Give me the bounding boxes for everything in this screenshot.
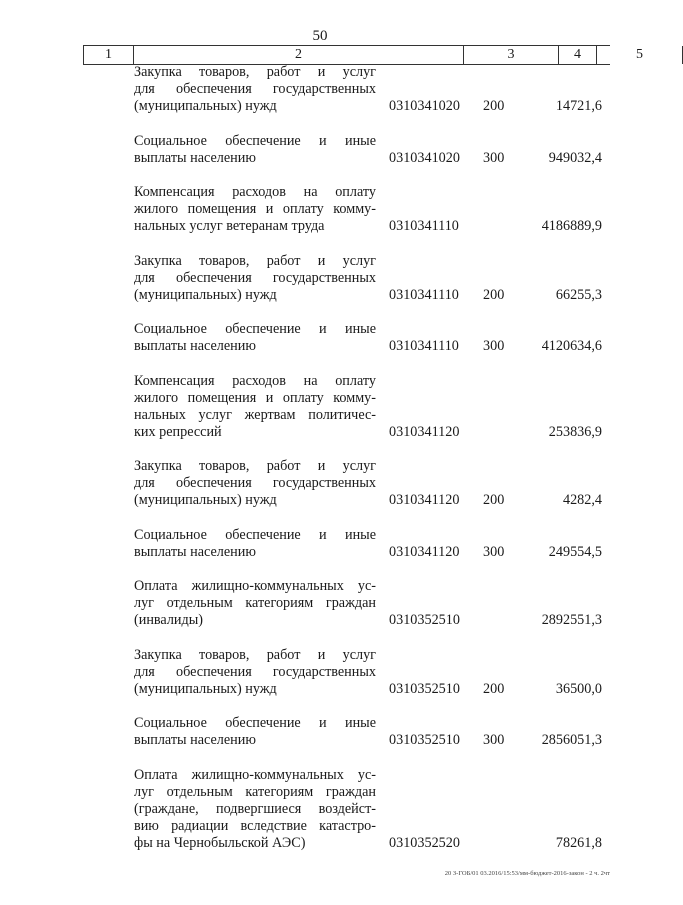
description-line: Социальное обеспечение и иные bbox=[134, 526, 376, 543]
row-code: 0310341120 bbox=[389, 423, 460, 440]
table-row bbox=[0, 321, 640, 355]
description-line: Компенсация расходов на оплату bbox=[134, 372, 376, 389]
row-amount: 249554,5 bbox=[548, 543, 602, 560]
description-line: (муниципальных) нужд bbox=[134, 98, 277, 114]
row-code: 0310341020 bbox=[389, 149, 460, 166]
row-amount: 4186889,9 bbox=[541, 218, 602, 234]
description-line: (муниципальных) нужд bbox=[134, 286, 277, 303]
description-line: Социальное обеспечение и иные bbox=[134, 132, 376, 149]
row-group: 200 bbox=[483, 98, 505, 114]
description-line: (инвалиды) bbox=[134, 612, 203, 628]
description-line: Социальное обеспечение и иные bbox=[134, 321, 376, 337]
row-code: 0310352520 bbox=[389, 834, 460, 851]
row-amount: 2892551,3 bbox=[541, 612, 602, 628]
row-amount: 949032,4 bbox=[548, 149, 602, 166]
footer-stamp: 20 З-ГОБ/01 03.2016/15:53/мм-бюджет-2016-закон - 2 ч. 2чт bbox=[444, 870, 610, 877]
description-line: для обеспечения государственных bbox=[134, 475, 376, 491]
row-amount: 36500,0 bbox=[555, 680, 602, 697]
row-description bbox=[134, 321, 376, 355]
description-line: для обеспечения государственных bbox=[134, 81, 376, 97]
table-row bbox=[0, 64, 640, 115]
description-line: Закупка товаров, работ и услуг bbox=[134, 458, 376, 474]
row-code: 0310341110 bbox=[389, 218, 459, 234]
row-description bbox=[134, 64, 376, 115]
header-col-1: 1 bbox=[84, 46, 134, 64]
header-col-5: 5 bbox=[597, 46, 683, 64]
header-col-2: 2 bbox=[134, 46, 464, 64]
row-group: 300 bbox=[483, 338, 505, 354]
description-line: ких репрессий bbox=[134, 423, 222, 440]
description-line: Закупка товаров, работ и услуг bbox=[134, 64, 376, 80]
row-code: 0310352510 bbox=[389, 612, 460, 628]
table-row bbox=[0, 253, 640, 304]
description-line: луг отдельным категориям граждан bbox=[134, 595, 376, 611]
table-header bbox=[83, 45, 643, 65]
row-amount: 4120634,6 bbox=[541, 338, 602, 354]
table-row bbox=[0, 715, 640, 749]
header-col-3: 3 bbox=[464, 46, 559, 64]
description-line: нальных услуг жертвам политичес- bbox=[134, 406, 376, 423]
row-group: 200 bbox=[483, 680, 505, 697]
row-description bbox=[134, 253, 376, 304]
description-line: Закупка товаров, работ и услуг bbox=[134, 646, 376, 663]
row-description bbox=[134, 133, 376, 167]
table-row bbox=[0, 767, 640, 852]
table-row bbox=[0, 527, 640, 561]
description-line: Социальное обеспечение и иные bbox=[134, 715, 376, 731]
row-description bbox=[134, 715, 376, 749]
description-line: Оплата жилищно-коммунальных ус- bbox=[134, 766, 376, 783]
row-amount: 78261,8 bbox=[555, 834, 602, 851]
row-code: 0310341110 bbox=[389, 338, 459, 354]
table-row bbox=[0, 184, 640, 235]
row-description bbox=[134, 184, 376, 235]
description-line: выплаты населению bbox=[134, 149, 256, 166]
table-row bbox=[0, 458, 640, 509]
row-group: 200 bbox=[483, 492, 505, 508]
table-row bbox=[0, 373, 640, 441]
description-line: вию радиации вследствие катастро- bbox=[134, 817, 376, 834]
description-line: выплаты населению bbox=[134, 732, 256, 748]
description-line: Закупка товаров, работ и услуг bbox=[134, 252, 376, 269]
row-group: 200 bbox=[483, 286, 505, 303]
description-line: (муниципальных) нужд bbox=[134, 492, 277, 508]
row-amount: 14721,6 bbox=[555, 98, 602, 114]
row-code: 0310341120 bbox=[389, 543, 460, 560]
row-code: 0310352510 bbox=[389, 732, 460, 748]
row-group: 300 bbox=[483, 732, 505, 748]
row-code: 0310341120 bbox=[389, 492, 460, 508]
row-description bbox=[134, 527, 376, 561]
row-description bbox=[134, 647, 376, 698]
table-row bbox=[0, 647, 640, 698]
description-line: фы на Чернобыльской АЭС) bbox=[134, 834, 306, 851]
row-description bbox=[134, 767, 376, 852]
header-col-4: 4 bbox=[559, 46, 597, 64]
table-row bbox=[0, 133, 640, 167]
row-code: 0310341020 bbox=[389, 98, 460, 114]
description-line: нальных услуг ветеранам труда bbox=[134, 218, 325, 234]
description-line: (граждане, подвергшиеся воздейст- bbox=[134, 800, 376, 817]
description-line: (муниципальных) нужд bbox=[134, 680, 277, 697]
description-line: жилого помещения и оплату комму- bbox=[134, 201, 376, 217]
row-amount: 253836,9 bbox=[548, 423, 602, 440]
page-number: 50 bbox=[312, 28, 328, 44]
row-code: 0310352510 bbox=[389, 680, 460, 697]
row-description bbox=[134, 458, 376, 509]
row-amount: 4282,4 bbox=[562, 492, 602, 508]
description-line: выплаты населению bbox=[134, 543, 256, 560]
row-group: 300 bbox=[483, 543, 505, 560]
description-line: Компенсация расходов на оплату bbox=[134, 184, 376, 200]
description-line: жилого помещения и оплату комму- bbox=[134, 389, 376, 406]
row-description bbox=[134, 373, 376, 441]
description-line: луг отдельным категориям граждан bbox=[134, 783, 376, 800]
description-line: для обеспечения государственных bbox=[134, 663, 376, 680]
row-code: 0310341110 bbox=[389, 286, 459, 303]
row-amount: 2856051,3 bbox=[541, 732, 602, 748]
description-line: для обеспечения государственных bbox=[134, 269, 376, 286]
description-line: выплаты населению bbox=[134, 338, 256, 354]
row-group: 300 bbox=[483, 149, 505, 166]
description-line: Оплата жилищно-коммунальных ус- bbox=[134, 578, 376, 594]
row-description bbox=[134, 578, 376, 629]
row-amount: 66255,3 bbox=[555, 286, 602, 303]
table-row bbox=[0, 578, 640, 629]
